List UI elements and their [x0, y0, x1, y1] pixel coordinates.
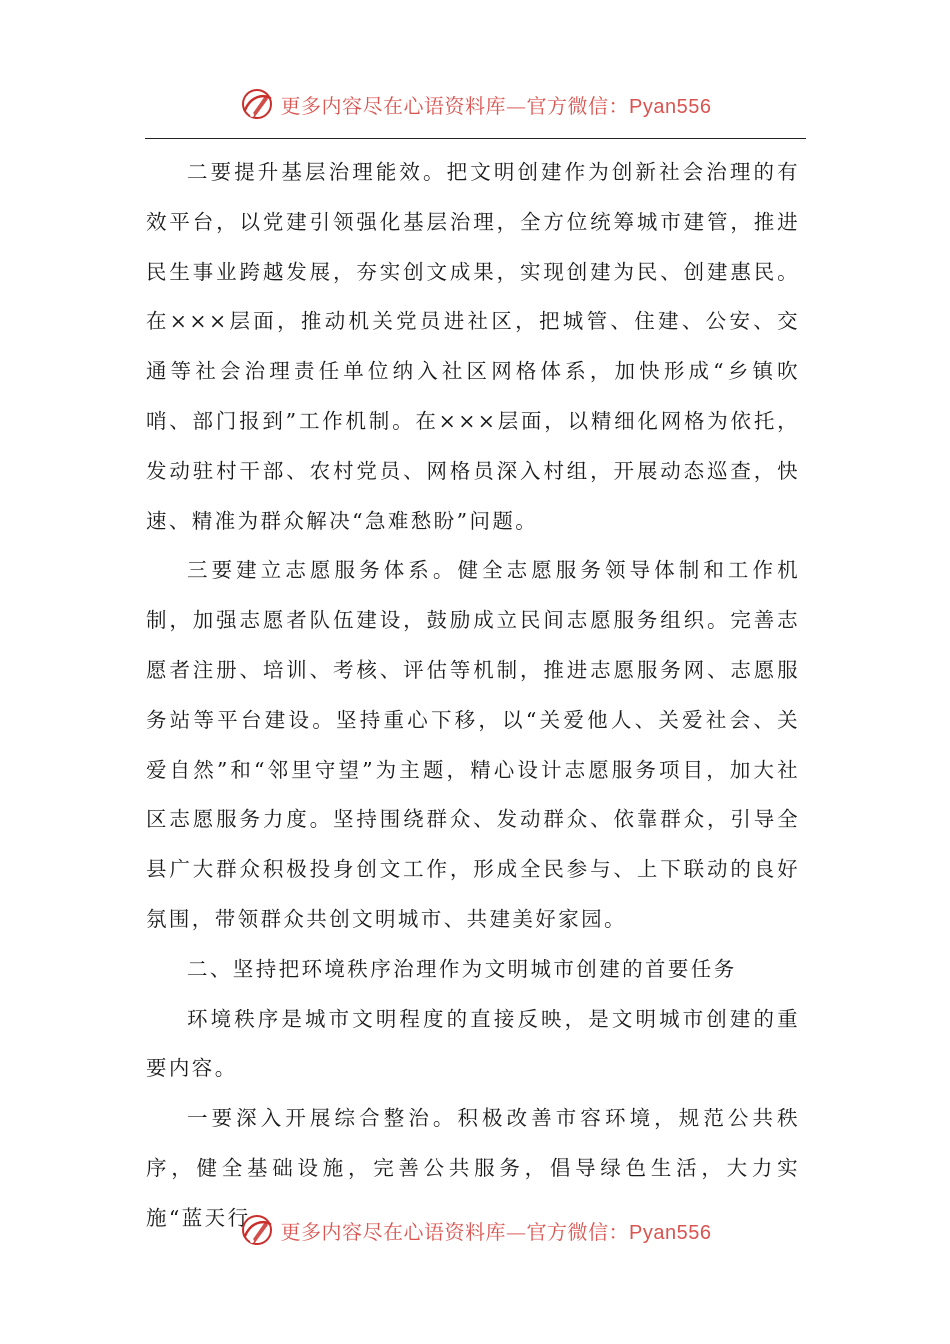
header-wechat-text: 官方微信：Pyan556 — [526, 95, 712, 118]
footer-site-text: 更多内容尽在心语资料库 — [280, 1219, 507, 1244]
pen-seal-logo-icon — [239, 1212, 275, 1248]
paragraph: 二要提升基层治理能效。把文明创建作为创新社会治理的有效平台，以党建引领强化基层治理，全方位统筹城市建管，推进民生事业跨越发展，夯实创文成果，实现创建为民、创建惠民。在×××层面，推动机关党员进社区，把城管、住建、公安、交通等社会治理责任单位纳入社区网格体系，加快形成“乡镇吹哨、部门报到”工作机制。在×××层面，以精细化网格为依托，发动驻村干部、农村党员、网格员深入村组，开展动态巡查，快速、精准为群众解决“急难愁盼”问题。 — [146, 160, 800, 533]
header-site-text: 更多内容尽在心语资料库 — [280, 93, 507, 118]
paragraph: 一要深入开展综合整治。积极改善市容环境，规范公共秩序，健全基础设施，完善公共服务，倡导绿色生活，大力实施“蓝天行 — [146, 1106, 800, 1230]
footer-wechat-text: 官方微信：Pyan556 — [526, 1221, 712, 1244]
footer-banner — [0, 1208, 950, 1252]
header-text — [281, 90, 712, 119]
pen-seal-logo-icon — [239, 86, 275, 122]
header-separator: — — [506, 93, 527, 118]
footer-text — [281, 1216, 712, 1245]
header-divider — [145, 138, 806, 139]
section-heading: 二、坚持把环境秩序治理作为文明城市创建的首要任务 — [187, 956, 737, 981]
footer-separator: — — [506, 1219, 527, 1244]
paragraph: 三要建立志愿服务体系。健全志愿服务领导体制和工作机制，加强志愿者队伍建设，鼓励成立民间志愿服务组织。完善志愿者注册、培训、考核、评估等机制，推进志愿服务网、志愿服务站等平台建设。坚持重心下移，以“关爱他人、关爱社会、关爱自然”和“邻里守望”为主题，精心设计志愿服务项目，加大社区志愿服务力度。坚持围绕群众、发动群众、依靠群众，引导全县广大群众积极投身创文工作，形成全民参与、上下联动的良好氛围，带领群众共创文明城市、共建美好家园。 — [146, 558, 800, 931]
paragraph: 环境秩序是城市文明程度的直接反映，是文明城市创建的重要内容。 — [146, 1006, 800, 1081]
document-body — [146, 148, 800, 1244]
header-banner — [0, 82, 950, 126]
